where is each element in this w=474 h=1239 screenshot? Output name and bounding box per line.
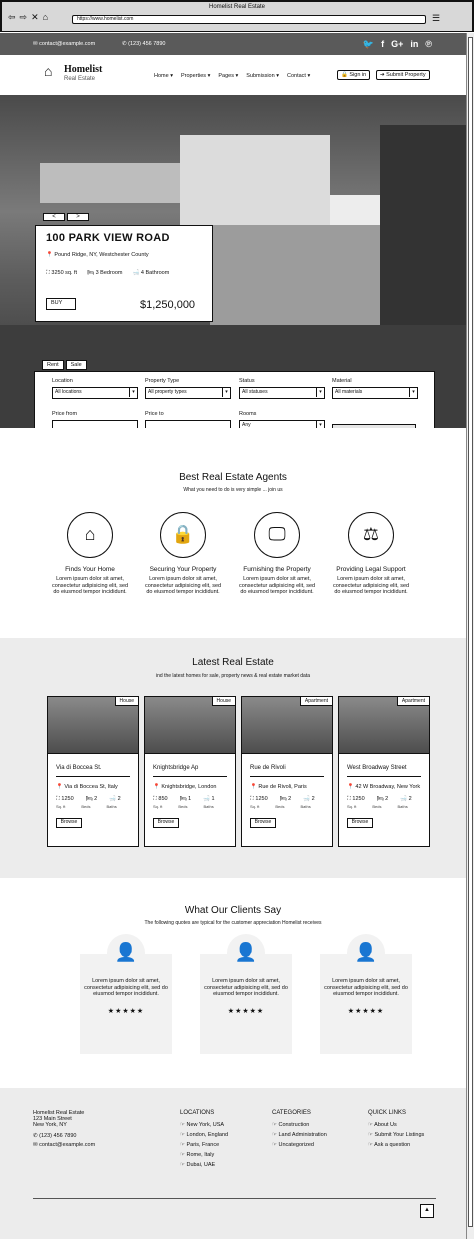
browser-nav	[8, 13, 48, 22]
topbar-email-text: contact@example.com	[39, 41, 96, 47]
testimonial-text: Lorem ipsum dolor sit amet, consectetur adipisicing elit, sed do eiusmod tempor incididunt.	[84, 978, 168, 997]
nav-home-label: Home	[154, 73, 169, 79]
star-rating: ★★★★★	[347, 1007, 385, 1015]
nav-submission[interactable]: Submission ▾	[246, 73, 279, 79]
bed-icon: 🛏	[87, 270, 96, 276]
feature-area-text: 3250 sq. ft	[51, 270, 78, 276]
price-from-label: Price from	[52, 411, 78, 417]
property-address	[347, 784, 429, 790]
map-pin-icon: 📍	[250, 784, 259, 790]
slider-arrows	[43, 213, 89, 221]
property-type-value: All property types	[148, 389, 187, 395]
site-header	[0, 55, 466, 95]
pointer-icon: ☞	[272, 1132, 279, 1138]
property-tag: Apartment	[397, 697, 429, 706]
feature-title: Providing Legal Support	[336, 566, 406, 573]
feature-legal	[331, 512, 411, 596]
baths-stat: 🛁 2	[400, 796, 412, 802]
browser-menu-icon[interactable]: ☰	[432, 13, 441, 23]
envelope-icon: ✉	[33, 1142, 40, 1148]
beds-label: Beds	[178, 804, 188, 809]
property-name[interactable]: Rue de Rivoli	[250, 765, 286, 771]
property-stats	[347, 796, 429, 803]
footer-link-text: Paris, France	[186, 1142, 220, 1148]
pointer-icon: ☞	[180, 1162, 187, 1168]
buy-button[interactable]: BUY	[46, 298, 76, 310]
gavel-icon: ⚖	[348, 512, 394, 558]
nav-pages-label: Pages	[218, 73, 234, 79]
feature-finds-home	[50, 512, 130, 596]
quick-links-heading: QUICK LINKS	[368, 1110, 407, 1116]
pointer-icon: ☞	[368, 1142, 375, 1148]
footer-link[interactable]	[272, 1122, 327, 1128]
hero-section	[0, 95, 466, 428]
stat-labels	[347, 804, 429, 809]
property-address-text: Rue de Rivoli, Paris	[258, 784, 307, 790]
stat-labels	[56, 804, 138, 809]
locations-heading: LOCATIONS	[180, 1110, 215, 1116]
property-image[interactable]	[339, 697, 429, 754]
beds-label: Beds	[372, 804, 382, 809]
star-rating: ★★★★★	[227, 1007, 265, 1015]
property-type-select[interactable]	[145, 387, 231, 399]
beds-stat: 🛏 2	[279, 796, 292, 802]
feature-text: Lorem ipsum dolor sit amet, consectetur adipisicing elit, sed do eiusmod tempor incididunt.	[238, 576, 316, 595]
location-value: All locations	[55, 389, 82, 395]
area-value: 1250	[61, 796, 74, 802]
property-location-text: Pound Ridge, NY, Westchester County	[54, 252, 149, 258]
property-tag: House	[212, 697, 235, 706]
beds-stat: 🛏 1	[179, 796, 192, 802]
phone-icon: ✆	[122, 41, 129, 47]
nav-pages[interactable]: Pages ▾	[218, 73, 239, 79]
testimonials-section	[0, 878, 466, 1088]
footer-link[interactable]	[368, 1122, 424, 1128]
area-stat: ⛶ 1250	[347, 796, 365, 802]
property-address-text: 42 W Broadway, New York	[355, 784, 421, 790]
property-location	[46, 252, 202, 258]
feature-securing	[143, 512, 223, 596]
footer-categories	[272, 1110, 327, 1152]
lock-icon: 🔒	[160, 512, 206, 558]
footer-phone-text: (123) 456 7890	[39, 1133, 77, 1139]
map-pin-icon: 📍	[56, 784, 65, 790]
chevron-down-icon: ▾	[222, 388, 230, 397]
footer-link-text: Rome, Italy	[186, 1152, 215, 1158]
baths-label: Baths	[397, 804, 408, 809]
sqft-label: Sq. ft	[56, 804, 66, 809]
footer-link[interactable]	[180, 1152, 228, 1158]
bath-icon: 🛁	[132, 270, 141, 276]
topbar-phone-text: (123) 456 7890	[128, 41, 166, 47]
footer-link[interactable]	[180, 1142, 228, 1148]
pointer-icon: ☞	[368, 1122, 375, 1128]
property-address	[250, 784, 332, 790]
property-type-field	[145, 378, 231, 399]
property-name[interactable]: West Broadway Street	[347, 765, 407, 771]
property-type-label: Property Type	[145, 378, 180, 384]
area-value: 1250	[255, 796, 268, 802]
baths-label: Baths	[300, 804, 311, 809]
agents-subtitle: What you need to do is very simple ... join us	[183, 487, 283, 493]
chevron-down-icon: ▾	[129, 388, 137, 397]
footer-link[interactable]	[180, 1162, 228, 1168]
sqft-label: Sq. ft	[347, 804, 357, 809]
divider	[347, 776, 421, 777]
browse-button[interactable]: Browse	[153, 818, 179, 828]
user-avatar-icon: 👤	[347, 934, 385, 972]
top-bar	[0, 33, 466, 55]
status-field	[239, 378, 325, 399]
pointer-icon: ☞	[368, 1132, 375, 1138]
footer-locations	[180, 1110, 228, 1172]
material-label: Material	[332, 378, 352, 384]
area-value: 1250	[352, 796, 365, 802]
scrollbar[interactable]	[466, 33, 474, 1239]
feature-title: Furnishing the Property	[243, 566, 311, 573]
feature-text: Lorem ipsum dolor sit amet, consectetur adipisicing elit, sed do eiusmod tempor incididunt.	[332, 576, 410, 595]
latest-title: Latest Real Estate	[192, 657, 274, 668]
user-avatar-icon: 👤	[107, 934, 145, 972]
footer-phone	[33, 1133, 95, 1139]
baths-value: 2	[408, 796, 412, 802]
pinterest-icon[interactable]: ℗	[425, 39, 432, 49]
location-field	[52, 378, 138, 399]
feature-text: Lorem ipsum dolor sit amet, consectetur adipisicing elit, sed do eiusmod tempor incididunt.	[51, 576, 129, 595]
pointer-icon: ☞	[180, 1142, 187, 1148]
property-image[interactable]	[145, 697, 235, 754]
main-nav	[154, 73, 310, 79]
home-icon: ⌂	[67, 512, 113, 558]
feature-bedrooms-text: 3 Bedroom	[95, 270, 123, 276]
pointer-icon: ☞	[272, 1142, 279, 1148]
testimonial-text: Lorem ipsum dolor sit amet, consectetur adipisicing elit, sed do eiusmod tempor incididunt.	[204, 978, 288, 997]
browse-button[interactable]: Browse	[56, 818, 82, 828]
scrollbar-thumb[interactable]	[468, 37, 473, 1227]
map-pin-icon: 📍	[347, 784, 356, 790]
property-address	[153, 784, 235, 790]
area-icon: ⛶	[46, 270, 52, 276]
footer-link-text: New York, USA	[186, 1122, 225, 1128]
browser-chrome	[0, 0, 474, 32]
envelope-icon: ✉	[33, 41, 40, 47]
divider	[56, 776, 130, 777]
rooms-label: Rooms	[239, 411, 257, 417]
slider-prev-button[interactable]: <	[43, 213, 65, 221]
social-links	[363, 39, 432, 50]
facebook-icon[interactable]: f	[381, 39, 385, 49]
testimonial-card	[80, 942, 172, 1054]
footer-link[interactable]	[368, 1132, 424, 1138]
nav-home[interactable]: Home ▾	[154, 73, 173, 79]
feature-title: Finds Your Home	[65, 566, 115, 573]
beds-stat: 🛏 2	[85, 796, 98, 802]
rooms-value: Any	[242, 422, 251, 428]
property-stats	[153, 796, 235, 803]
brand-subtitle: Real Estate	[64, 76, 96, 82]
beds-label: Beds	[81, 804, 91, 809]
testimonials-subtitle: The following quotes are typical for the customer appreciation Homelist receives	[144, 920, 322, 926]
pointer-icon: ☞	[180, 1122, 187, 1128]
sqft-label: Sq. ft	[153, 804, 163, 809]
search-tabs	[42, 360, 87, 370]
property-address-text: Knightsbridge, London	[161, 784, 217, 790]
testimonial-card	[200, 942, 292, 1054]
beds-stat: 🛏 2	[376, 796, 389, 802]
footer-link-text: About Us	[374, 1122, 397, 1128]
brand-name[interactable]: Homelist	[64, 64, 103, 75]
property-price: $1,250,000	[140, 299, 196, 311]
beds-value: 2	[385, 796, 389, 802]
window-title: Homelist Real Estate	[208, 4, 266, 10]
property-name[interactable]: Via di Boccea St.	[56, 765, 102, 771]
sign-in-label: Sign in	[349, 72, 367, 78]
footer-quick-links	[368, 1110, 424, 1152]
chevron-down-icon: ▾	[316, 421, 324, 430]
footer-city: New York, NY	[33, 1122, 67, 1128]
property-stats	[56, 796, 138, 803]
status-select[interactable]	[239, 387, 325, 399]
close-icon[interactable]: ✕	[31, 12, 39, 22]
testimonials-title: What Our Clients Say	[184, 905, 282, 916]
latest-subtitle: ind the latest homes for sale, property news & real estate market data	[156, 673, 310, 679]
property-card[interactable]	[144, 696, 236, 847]
linkedin-icon[interactable]: in	[410, 39, 419, 49]
footer-link-text: Land Administration	[278, 1132, 327, 1138]
status-value: All statuses	[242, 389, 268, 395]
pointer-icon: ☞	[272, 1122, 279, 1128]
beds-value: 2	[94, 796, 98, 802]
phone-icon: ✆	[33, 1133, 40, 1139]
property-address-text: Via di Boccea St, Italy	[64, 784, 118, 790]
area-value: 850	[158, 796, 168, 802]
property-address	[56, 784, 138, 790]
price-to-label: Price to	[145, 411, 164, 417]
pointer-icon: ☞	[180, 1152, 187, 1158]
stat-labels	[153, 804, 235, 809]
area-stat: ⛶ 1250	[250, 796, 268, 802]
agents-title: Best Real Estate Agents	[179, 472, 287, 483]
baths-value: 2	[117, 796, 121, 802]
feature-bathrooms	[133, 270, 170, 277]
latest-real-estate-section	[0, 638, 466, 878]
twitter-icon[interactable]: 🐦	[362, 39, 375, 49]
baths-label: Baths	[203, 804, 214, 809]
sqft-label: Sq. ft	[250, 804, 260, 809]
baths-stat: 🛁 1	[203, 796, 215, 802]
topbar-phone	[122, 41, 165, 47]
property-card[interactable]	[338, 696, 430, 847]
baths-stat: 🛁 2	[303, 796, 315, 802]
footer-link[interactable]	[368, 1142, 424, 1148]
url-bar[interactable]: https://www.homelist.com	[72, 15, 426, 24]
feature-area	[46, 270, 77, 277]
submit-property-button[interactable]	[376, 70, 430, 80]
baths-label: Baths	[106, 804, 117, 809]
back-to-top-button[interactable]: ▲	[420, 1204, 434, 1218]
testimonial-text: Lorem ipsum dolor sit amet, consectetur adipisicing elit, sed do eiusmod tempor incididunt.	[324, 978, 408, 997]
forward-icon[interactable]: ⇨	[19, 12, 28, 22]
feature-furnishing	[237, 512, 317, 596]
property-title[interactable]: 100 PARK VIEW ROAD	[46, 232, 170, 244]
property-name[interactable]: Knightsbridge Ap	[153, 765, 199, 771]
property-tag: House	[115, 697, 138, 706]
slider-next-button[interactable]: >	[67, 213, 89, 221]
map-pin-icon: 📍	[46, 252, 55, 258]
chevron-down-icon: ▾	[409, 388, 417, 397]
footer-contact	[33, 1110, 95, 1148]
property-card[interactable]	[241, 696, 333, 847]
footer-link-text: Dubai, UAE	[186, 1162, 216, 1168]
nav-contact-label: Contact	[286, 73, 306, 79]
material-value: All materials	[335, 389, 363, 395]
property-image[interactable]	[242, 697, 332, 754]
back-icon[interactable]: ⇦	[8, 12, 16, 22]
baths-value: 2	[311, 796, 315, 802]
material-select[interactable]	[332, 387, 418, 399]
nav-submission-label: Submission	[246, 73, 275, 79]
property-tag: Apartment	[300, 697, 332, 706]
feature-text: Lorem ipsum dolor sit amet, consectetur adipisicing elit, sed do eiusmod tempor incididunt.	[144, 576, 222, 595]
location-select[interactable]	[52, 387, 138, 399]
footer-link-text: Ask a question	[374, 1142, 411, 1148]
chevron-down-icon: ▾	[316, 388, 324, 397]
divider	[250, 776, 324, 777]
tab-rent[interactable]: Rent	[42, 360, 64, 370]
area-stat: ⛶ 850	[153, 796, 168, 802]
tab-sale[interactable]: Sale	[66, 360, 87, 370]
divider	[153, 776, 227, 777]
user-avatar-icon: 👤	[227, 934, 265, 972]
footer-link-text: Submit Your Listings	[374, 1132, 425, 1138]
property-stats	[250, 796, 332, 803]
nav-contact[interactable]: Contact ▾	[286, 73, 311, 79]
material-field	[332, 378, 418, 399]
footer-link-text: Uncategorized	[278, 1142, 314, 1148]
footer-link-text: Construction	[278, 1122, 310, 1128]
footer-company: Homelist Real Estate	[33, 1110, 85, 1116]
browse-button[interactable]: Browse	[250, 818, 276, 828]
location-label: Location	[52, 378, 73, 384]
featured-property-card	[35, 225, 213, 322]
footer-divider	[33, 1198, 436, 1199]
footer-link-text: London, England	[186, 1132, 229, 1138]
sign-in-button[interactable]	[337, 70, 370, 80]
feature-bathrooms-text: 4 Bathroom	[140, 270, 170, 276]
footer-link[interactable]	[180, 1132, 228, 1138]
footer-link[interactable]	[180, 1122, 228, 1128]
home-icon[interactable]: ⌂	[42, 12, 49, 22]
property-features	[46, 270, 202, 277]
star-rating: ★★★★★	[107, 1007, 145, 1015]
monitor-icon: 🖵	[254, 512, 300, 558]
footer-link[interactable]	[272, 1132, 327, 1138]
map-pin-icon: 📍	[153, 784, 162, 790]
browse-button[interactable]: Browse	[347, 818, 373, 828]
baths-value: 1	[211, 796, 215, 802]
property-image[interactable]	[48, 697, 138, 754]
nav-properties[interactable]: Properties ▾	[180, 73, 211, 79]
nav-properties-label: Properties	[180, 73, 207, 79]
site-footer	[0, 1088, 466, 1239]
footer-email-text: contact@example.com	[39, 1142, 96, 1148]
area-stat: ⛶ 1250	[56, 796, 74, 802]
lock-icon: 🔒	[341, 72, 348, 78]
feature-title: Securing Your Property	[149, 566, 217, 573]
logo-house-icon[interactable]: ⌂	[44, 63, 53, 79]
categories-heading: CATEGORIES	[272, 1110, 311, 1116]
beds-value: 1	[188, 796, 192, 802]
topbar-email[interactable]	[33, 41, 95, 47]
google-plus-icon[interactable]: G+	[391, 39, 404, 49]
stat-labels	[250, 804, 332, 809]
status-label: Status	[239, 378, 255, 384]
submit-property-label: Submit Property	[386, 72, 426, 78]
baths-stat: 🛁 2	[109, 796, 121, 802]
arrow-right-icon: ➔	[380, 72, 385, 78]
footer-link[interactable]	[272, 1142, 327, 1148]
beds-label: Beds	[275, 804, 285, 809]
beds-value: 2	[288, 796, 292, 802]
footer-email[interactable]	[33, 1142, 95, 1148]
agents-section	[0, 428, 466, 638]
feature-bedrooms	[87, 270, 122, 277]
footer-street: 123 Main Street	[33, 1116, 72, 1122]
testimonial-card	[320, 942, 412, 1054]
pointer-icon: ☞	[180, 1132, 187, 1138]
property-card[interactable]	[47, 696, 139, 847]
